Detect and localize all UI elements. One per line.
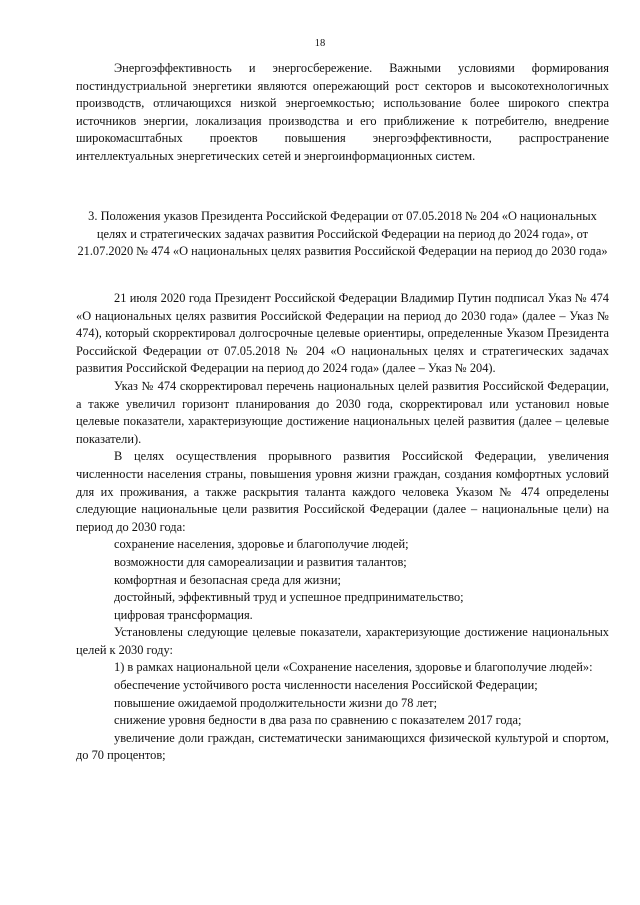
goal-item: цифровая трансформация. <box>114 607 253 622</box>
paragraph-2: Указ № 474 скорректировал перечень национальных целей развития Российской Федерации, а также увеличил горизонт планирования до 2030 года, скорректировал или установил новые целевые показатели, характеризующие достижение национальных целей развития (далее – целевые показатели). <box>76 378 609 446</box>
goal-item: достойный, эффективный труд и успешное предпринимательство; <box>114 590 464 605</box>
section-block <box>76 208 609 261</box>
indicator-item: снижение уровня бедности в два раза по сравнению с показателем 2017 года; <box>114 713 522 728</box>
paragraph-1: 21 июля 2020 года Президент Российской Федерации Владимир Путин подписал Указ № 474 «О национальных целях развития Российской Федерации на период до 2030 года» (далее – Указ № 474), который скорректировал долгосрочные целевые ориентиры, определенные Указом Президента Российской Федерации от 07.05.2018 № 204 «О национальных целях и стратегических задачах развития Российской Федерации на период до 2024 года» (далее – Указ № 204). <box>76 291 609 376</box>
main-block <box>76 290 609 765</box>
goal-item: комфортная и безопасная среда для жизни; <box>114 572 341 587</box>
indicator-item: увеличение доли граждан, систематически занимающихся физической культурой и спортом, до 70 процентов; <box>76 730 609 763</box>
section-heading: 3. Положения указов Президента Российской Федерации от 07.05.2018 № 204 «О национальных целях и стратегических задачах развития Российской Федерации на период до 2024 года», от 21.07.2020 № 474 «О национальных целях развития Российской Федерации на период до 2030 года» <box>77 209 608 259</box>
goal-item: возможности для самореализации и развития талантов; <box>114 554 407 569</box>
subgoal-1: 1) в рамках национальной цели «Сохранение населения, здоровье и благополучие людей»: <box>114 660 593 675</box>
paragraph-3: В целях осуществления прорывного развития Российской Федерации, увеличения численности населения страны, повышения уровня жизни граждан, создания комфортных условий для их проживания, а также раскрытия таланта каждого человека Указом № 474 определены следующие национальные цели развития Российской Федерации (далее – национальные цели) на период до 2030 года: <box>76 449 609 534</box>
indicator-item: повышение ожидаемой продолжительности жизни до 78 лет; <box>114 695 438 710</box>
goal-item: сохранение населения, здоровье и благополучие людей; <box>114 537 409 552</box>
intro-paragraph: Энергоэффективность и энергосбережение. Важными условиями формирования постиндустриальной энергетики являются опережающий рост секторов и высокотехнологичных производств, отличающихся низкой энергоемкостью; использование более широкого спектра источников энергии, локализация производства и его приближение к потребителю, внедрение широкомасштабных проектов повышения энергоэффективности, распространение интеллектуальных энергетических сетей и энергоинформационных систем. <box>76 61 609 163</box>
intro-block <box>76 60 609 166</box>
page-number: 18 <box>314 38 326 49</box>
indicator-item: обеспечение устойчивого роста численности населения Российской Федерации; <box>114 678 538 693</box>
indicators-intro: Установлены следующие целевые показатели, характеризующие достижение национальных целей к 2030 году: <box>76 625 609 657</box>
